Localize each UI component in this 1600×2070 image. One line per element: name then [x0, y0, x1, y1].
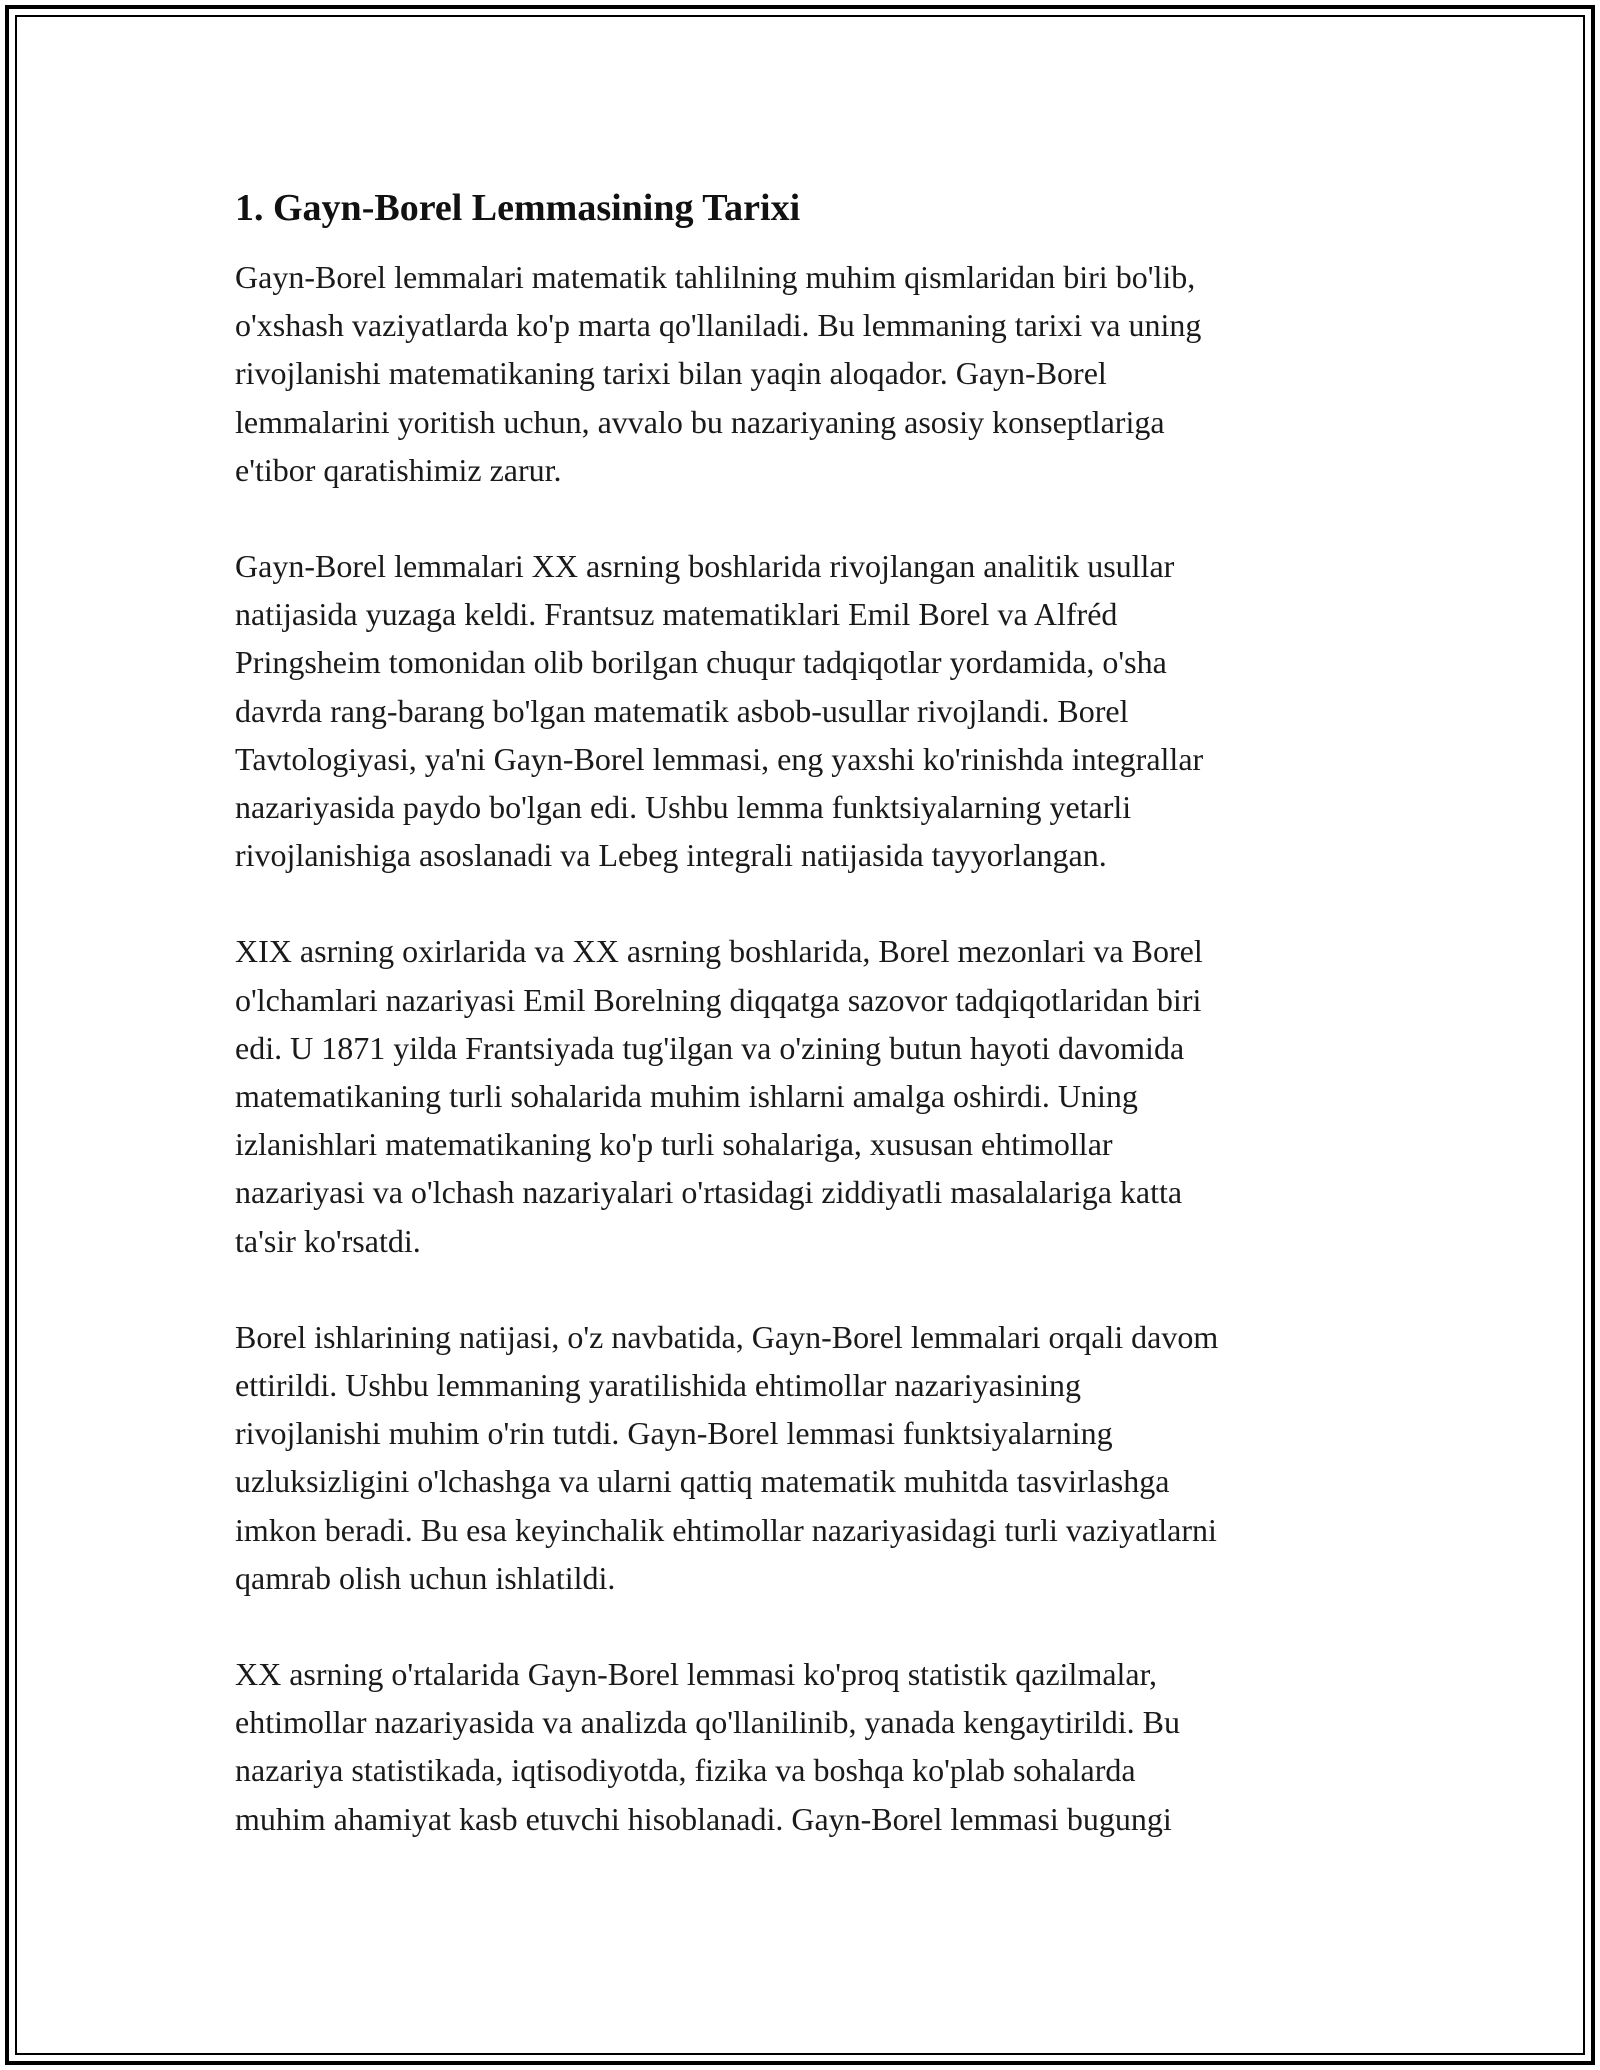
- document-body: [235, 185, 1385, 1891]
- paragraph-1: Gayn-Borel lemmalari matematik tahlilning muhim qismlaridan biri bo'lib, o'xshash vaziyatlarda ko'p marta qo'llaniladi. Bu lemmaning tarixi va uning rivojlanishi matematikaning tarixi bilan yaqin aloqador. Gayn-Borel lemmalarini yoritish uchun, avvalo bu nazariyaning asosiy konseptlariga e'tibor qaratishimiz zarur.: [235, 259, 1202, 488]
- section-heading: 1. Gayn-Borel Lemmasining Tarixi: [235, 187, 801, 229]
- paragraph-2: Gayn-Borel lemmalari XX asrning boshlarida rivojlangan analitik usullar natijasida yuzaga keldi. Frantsuz matematiklari Emil Borel va Alfréd Pringsheim tomonidan olib borilgan chuqur tadqiqotlar yordamida, o'sha davrda rang-barang bo'lgan matematik asbob-usullar rivojlandi. Borel Tavtologiyasi, ya'ni Gayn-Borel lemmasi, eng yaxshi ko'rinishda integrallar nazariyasida paydo bo'lgan edi. Ushbu lemma funktsiyalarning yetarli rivojlanishiga asoslanadi va Lebeg integrali natijasida tayyorlangan.: [235, 548, 1204, 874]
- paragraph-5: XX asrning o'rtalarida Gayn-Borel lemmasi ko'proq statistik qazilmalar, ehtimollar nazariyasida va analizda qo'llanilinib, yanada kengaytirildi. Bu nazariya statistikada, iqtisodiyotda, fizika va boshqa ko'plab sohalarda muhim ahamiyat kasb etuvchi hisoblanadi. Gayn-Borel lemmasi bugungi: [235, 1656, 1180, 1837]
- paragraph-3: XIX asrning oxirlarida va XX asrning boshlarida, Borel mezonlari va Borel o'lchamlari nazariyasi Emil Borelning diqqatga sazovor tadqiqotlaridan biri edi. U 1871 yilda Frantsiyada tug'ilgan va o'zining butun hayoti davomida matematikaning turli sohalarida muhim ishlarni amalga oshirdi. Uning izlanishlari matematikaning ko'p turli sohalariga, xususan ehtimollar nazariyasi va o'lchash nazariyalari o'rtasidagi ziddiyatli masalalariga katta ta'sir ko'rsatdi.: [235, 933, 1203, 1259]
- paragraph-4: Borel ishlarining natijasi, o'z navbatida, Gayn-Borel lemmalari orqali davom ettirildi. Ushbu lemmaning yaratilishida ehtimollar nazariyasining rivojlanishi muhim o'rin tutdi. Gayn-Borel lemmasi funktsiyalarning uzluksizligini o'lchashga va ularni qattiq matematik muhitda tasvirlashga imkon beradi. Bu esa keyinchalik ehtimollar nazariyasidagi turli vaziyatlarni qamrab olish uchun ishlatildi.: [235, 1318, 1219, 1596]
